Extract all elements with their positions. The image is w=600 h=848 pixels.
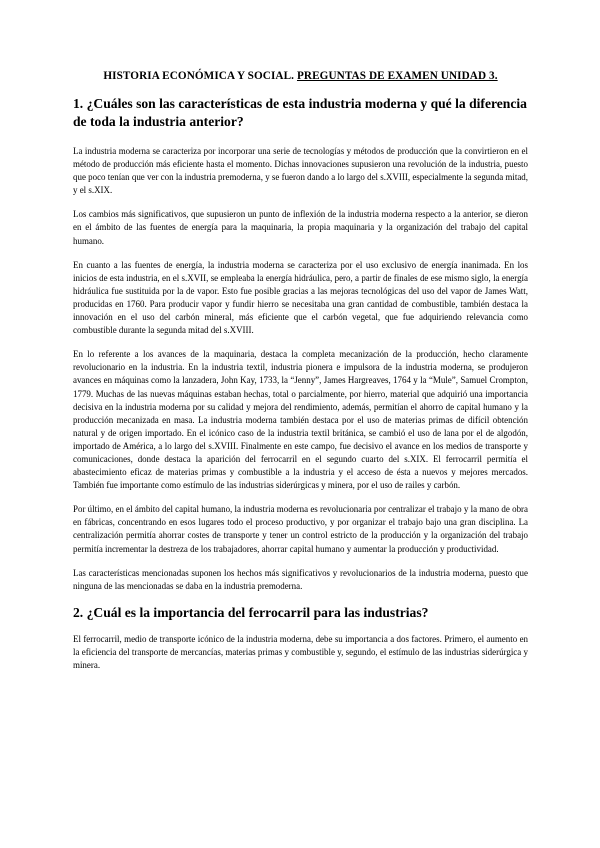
q1-paragraph-3: En cuanto a las fuentes de energía, la industria moderna se caracteriza por el uso exclusivo de energía inanimada. En los inicios de esta industria, en el s.XVII, se empleaba la energía hidráulica, pero, a partir de finales de ese mismo siglo, la energía hidráulica fue sustituida por la de vapor. Esto fue posible gracias a las mejoras tecnológicas del uso del vapor de James Watt, producidas en 1760. Para producir vapor y fundir hierro se necesitaba una gran cantidad de combustible, también destaca la innovación en el uso del carbón mineral, más eficiente que el carbón vegetal, que fue adquiriendo relevancia como combustible durante la segunda mitad del s.XVIII.: [73, 259, 528, 336]
q1-paragraph-4: En lo referente a los avances de la maquinaria, destaca la completa mecanización de la producción, hecho claramente revolucionario en la industria. En la industria textil, industria pionera e impulsora de la industria moderna, se produjeron avances en máquinas como la lanzadera, John Kay, 1733, la “Jenny”, James Hargreaves, 1764 y la “Mule”, Samuel Crompton, 1779. Muchas de las nuevas máquinas estaban hechas, total o parcialmente, por hierro, material que adquirió una importancia decisiva en la industria moderna por su calidad y mejora del rendimiento, además, permitían el ahorro de capital humano y la producción mecanizada en masa. La industria moderna también destaca por el uso de materias primas de difícil obtención natural y de origen importado. En el icónico caso de la industria textil británica, se cambió el uso de lana por el de algodón, importado de América, a lo largo del s.XVIII. Finalmente en este campo, fue decisivo el avance en los medios de transporte y comunicaciones, donde destaca la aparición del ferrocarril en el segundo cuarto del s.XIX. El ferrocarril permitía el abastecimiento eficaz de materias primas y combustible a la industria y el acceso de ésta a nuevos y mejores mercados. También fue importante como estímulo de las industrias siderúrgicas y minera, por el uso de railes y carbón.: [73, 349, 528, 491]
q1-paragraph-2: Los cambios más significativos, que supusieron un punto de inflexión de la industria moderna respecto a la anterior, se dieron en el ámbito de las fuentes de energía para la maquinaria, la propia maquinaria y la organización del trabajo del capital humano.: [73, 209, 528, 246]
document-title: [73, 70, 528, 82]
question-2: [73, 604, 528, 672]
q1-paragraph-5: Por último, en el ámbito del capital humano, la industria moderna es revolucionaria por centralizar el trabajo y la mano de obra en fábricas, concentrando en esos lugares todo el proceso productivo, y por organizar el trabajo bajo una gran disciplina. La centralización permitía ahorrar costes de transporte y tener un control estricto de la producción y la organización del trabajo permitía incrementar la destreza de los trabajadores, ahorrar capital humano y aumentar la producción y productividad.: [73, 504, 528, 554]
question-1-heading: 1. ¿Cuáles son las características de esta industria moderna y qué la diferencia de toda la industria anterior?: [73, 96, 527, 129]
question-2-heading: 2. ¿Cuál es la importancia del ferrocarril para las industrias?: [73, 604, 429, 620]
q2-paragraph-1: El ferrocarril, medio de transporte icónico de la industria moderna, debe su importancia a dos factores. Primero, el aumento en la eficiencia del transporte de mercancías, materias primas y combustible y, segundo, el estímulo de las industrias siderúrgica y minera.: [73, 633, 528, 670]
title-subject: HISTORIA ECONÓMICA Y SOCIAL.: [103, 70, 295, 82]
question-1: [73, 95, 528, 593]
q1-paragraph-6: Las características mencionadas suponen los hechos más significativos y revolucionarios de la industria moderna, puesto que ninguna de las mencionadas se daba en la industria premoderna.: [73, 567, 528, 591]
title-exam-unit: PREGUNTAS DE EXAMEN UNIDAD 3.: [296, 70, 498, 82]
q1-paragraph-1: La industria moderna se caracteriza por incorporar una serie de tecnologías y métodos de producción que la convirtieron en el método de producción más eficiente hasta el momento. Dichas innovaciones supusieron una revolución de la industria, puesto que poco tenían que ver con la industria premoderna, y se fueron dando a lo largo del s.XVIII, especialmente la segunda mitad, y el s.XIX.: [73, 146, 528, 196]
